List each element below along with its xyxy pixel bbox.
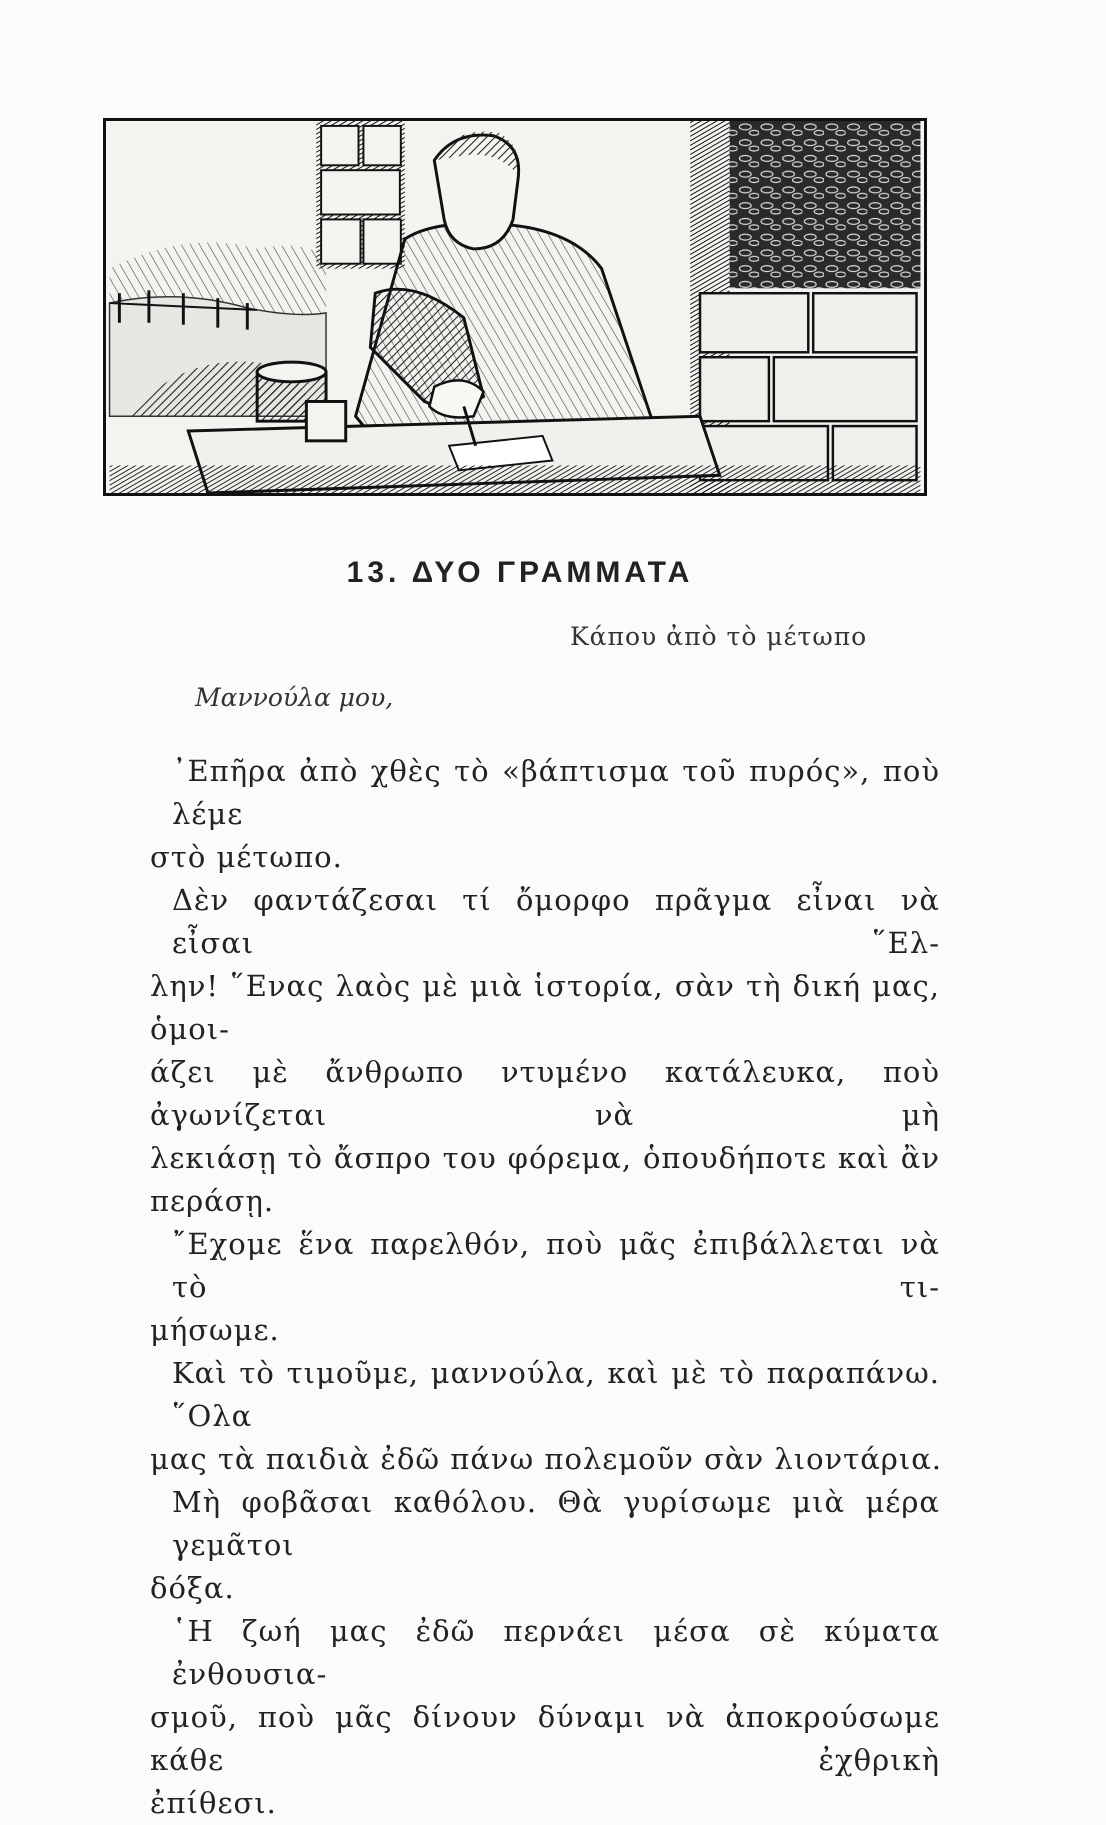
letter-line: λην! ῞Ενας λαὸς μὲ μιὰ ἱστορία, σὰν τὴ δική μας, ὁμοι- — [150, 969, 940, 1046]
letter-line: ῾Η ζωή μας ἐδῶ περνάει μέσα σὲ κύματα ἐνθουσια- — [172, 1614, 940, 1691]
letter-line: μήσωμε. — [150, 1313, 280, 1347]
letter-line: λεκιάσῃ τὸ ἄσπρο του φόρεμα, ὁπουδήποτε καὶ ἂν περάσῃ. — [150, 1141, 940, 1218]
letter-line: Δὲν φαντάζεσαι τί ὄμορφο πρᾶγμα εἶναι νὰ εἶσαι ῞Ελ- — [172, 883, 940, 960]
letter-line: Καὶ τὸ τιμοῦμε, μαννούλα, καὶ μὲ τὸ παραπάνω. ῞Ολα — [172, 1356, 940, 1433]
woodcut-illustration-soldier-writing — [103, 118, 927, 496]
letter-line: ῎Εχομε ἕνα παρελθόν, ποὺ μᾶς ἐπιβάλλεται νὰ τὸ τι- — [172, 1227, 940, 1304]
letter-line: άζει μὲ ἄνθρωπο ντυμένο κατάλευκα, ποὺ ἀγωνίζεται νὰ μὴ — [150, 1055, 940, 1132]
letter-line: Μὴ φοβᾶσαι καθόλου. Θὰ γυρίσωμε μιὰ μέρα γεμᾶτοι — [172, 1485, 940, 1562]
letter-line: σμοῦ, ποὺ μᾶς δίνουν δύναμι νὰ ἀποκρούσωμε κάθε ἐχθρικὴ — [150, 1700, 940, 1777]
letter-salutation: Μαννούλα μου, — [195, 683, 394, 712]
letter-line: στὸ μέτωπο. — [150, 840, 343, 874]
letter-line: ἐπίθεσι. — [150, 1786, 277, 1820]
letter-place-line: Κάπου ἀπὸ τὸ μέτωπο — [570, 622, 868, 651]
letter-line: δόξα. — [150, 1571, 235, 1605]
letter-body — [150, 750, 943, 1825]
chapter-title: 13. ΔΥΟ ΓΡΑΜΜΑΤΑ — [346, 556, 694, 589]
letter-line: μας τὰ παιδιὰ ἐδῶ πάνω πολεμοῦν σὰν λιοντάρια. — [150, 1442, 943, 1476]
letter-line: ᾿Επῆρα ἀπὸ χθὲς τὸ «βάπτισμα τοῦ πυρός», ποὺ λέμε — [172, 754, 940, 831]
illustration-svg — [106, 121, 924, 493]
